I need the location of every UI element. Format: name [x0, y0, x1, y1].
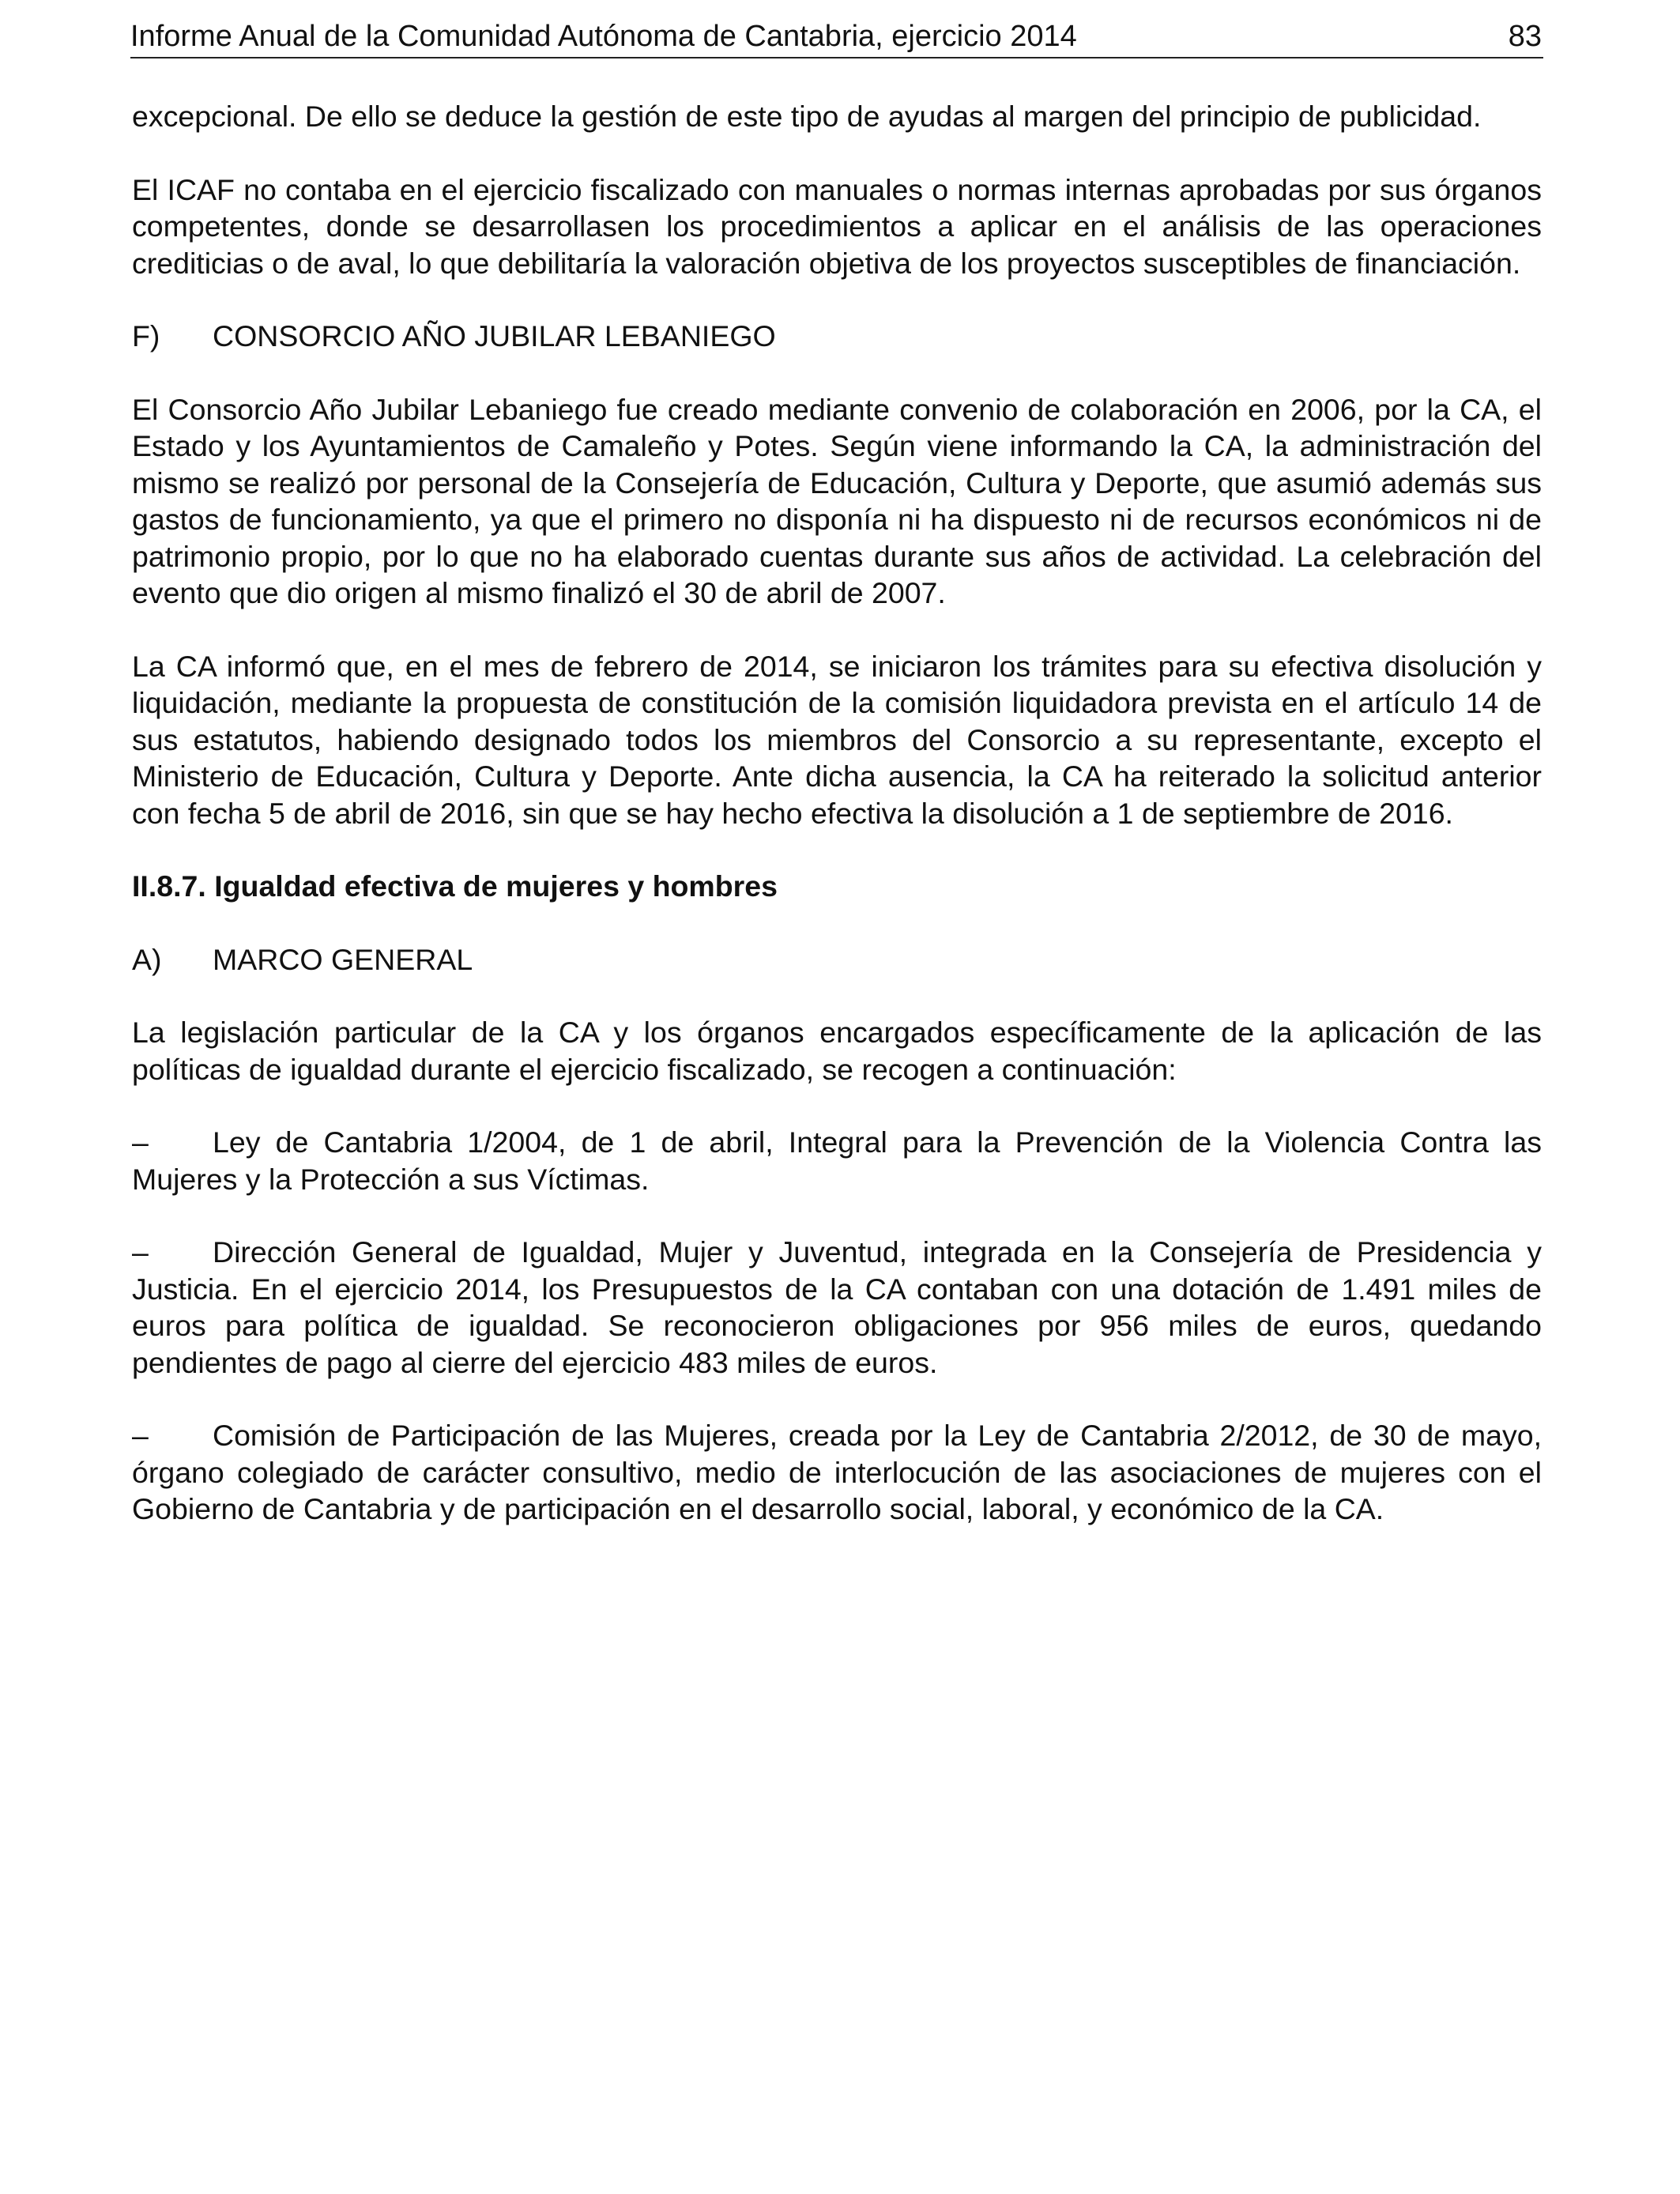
list-item — [132, 1417, 1542, 1528]
list-item-text: Comisión de Participación de las Mujeres, creada por la Ley de Cantabria 2/2012, de 30 de mayo, órgano colegiado de carácter consultivo, medio de interlocución de las asociaciones de mujeres con el Gobierno de Cantabria y de participación en el desarrollo social, laboral, y económico de la CA. — [132, 1419, 1542, 1525]
section-letter-a: A) — [132, 942, 162, 976]
paragraph-continuation: excepcional. De ello se deduce la gestión de este tipo de ayudas al margen del principio de publicidad. — [132, 100, 1482, 133]
dash-bullet: – — [132, 1419, 149, 1452]
section-title-a: MARCO GENERAL — [213, 942, 473, 976]
list-item — [132, 1234, 1542, 1381]
list-item — [132, 1124, 1542, 1197]
header-title: Informe Anual de la Comunidad Autónoma de Cantabria, ejercicio 2014 — [130, 20, 1077, 53]
document-body — [132, 98, 1542, 1564]
list-item-text: Dirección General de Igualdad, Mujer y Juventud, integrada en la Consejería de Presidencia y Justicia. En el ejercicio 2014, los Presupuestos de la CA contaban con una dotación de 1.491 miles de euros para política de igualdad. Se reconocieron obligaciones por 956 miles de euros, quedando pendientes de pago al cierre del ejercicio 483 miles de euros. — [132, 1235, 1542, 1379]
section-heading-f — [132, 318, 1542, 355]
page-number: 83 — [1508, 20, 1542, 53]
paragraph-legislacion: La legislación particular de la CA y los órganos encargados específicamente de la aplicación de las políticas de igualdad durante el ejercicio fiscalizado, se recogen a continuación: — [132, 1016, 1542, 1086]
paragraph-icaf: El ICAF no contaba en el ejercicio fiscalizado con manuales o normas internas aprobadas por sus órganos competentes, donde se desarrollasen los procedimientos a aplicar en el análisis de las operaciones crediticias o de aval, lo que debilitaría la valoración objetiva de los proyectos susceptibles de financiación. — [132, 172, 1542, 280]
subsection-heading-igualdad: II.8.7. Igualdad efectiva de mujeres y hombres — [132, 869, 778, 903]
page-header — [130, 16, 1543, 58]
section-title-f: CONSORCIO AÑO JUBILAR LEBANIEGO — [213, 319, 776, 352]
section-heading-a — [132, 941, 1542, 978]
dash-bullet: – — [132, 1125, 149, 1159]
section-letter-f: F) — [132, 319, 160, 352]
paragraph-disolucion: La CA informó que, en el mes de febrero de 2014, se iniciaron los trámites para su efectiva disolución y liquidación, mediante la propuesta de constitución de la comisión liquidadora prevista en el artículo 14 de sus estatutos, habiendo designado todos los miembros del Consorcio a su representante, excepto el Ministerio de Educación, Cultura y Deporte. Ante dicha ausencia, la CA ha reiterado la solicitud anterior con fecha 5 de abril de 2016, sin que se hay hecho efectiva la disolución a 1 de septiembre de 2016. — [132, 649, 1542, 830]
dash-bullet: – — [132, 1235, 149, 1269]
list-item-text: Ley de Cantabria 1/2004, de 1 de abril, Integral para la Prevención de la Violencia Contra las Mujeres y la Protección a sus Víctimas. — [132, 1125, 1542, 1196]
paragraph-consorcio: El Consorcio Año Jubilar Lebaniego fue creado mediante convenio de colaboración en 2006, por la CA, el Estado y los Ayuntamientos de Camaleño y Potes. Según viene informando la CA, la administración del mismo se realizó por personal de la Consejería de Educación, Cultura y Deporte, que asumió además sus gastos de funcionamiento, ya que el primero no disponía ni ha dispuesto ni de recursos económicos ni de patrimonio propio, por lo que no ha elaborado cuentas durante sus años de actividad. La celebración del evento que dio origen al mismo finalizó el 30 de abril de 2007. — [132, 392, 1542, 609]
